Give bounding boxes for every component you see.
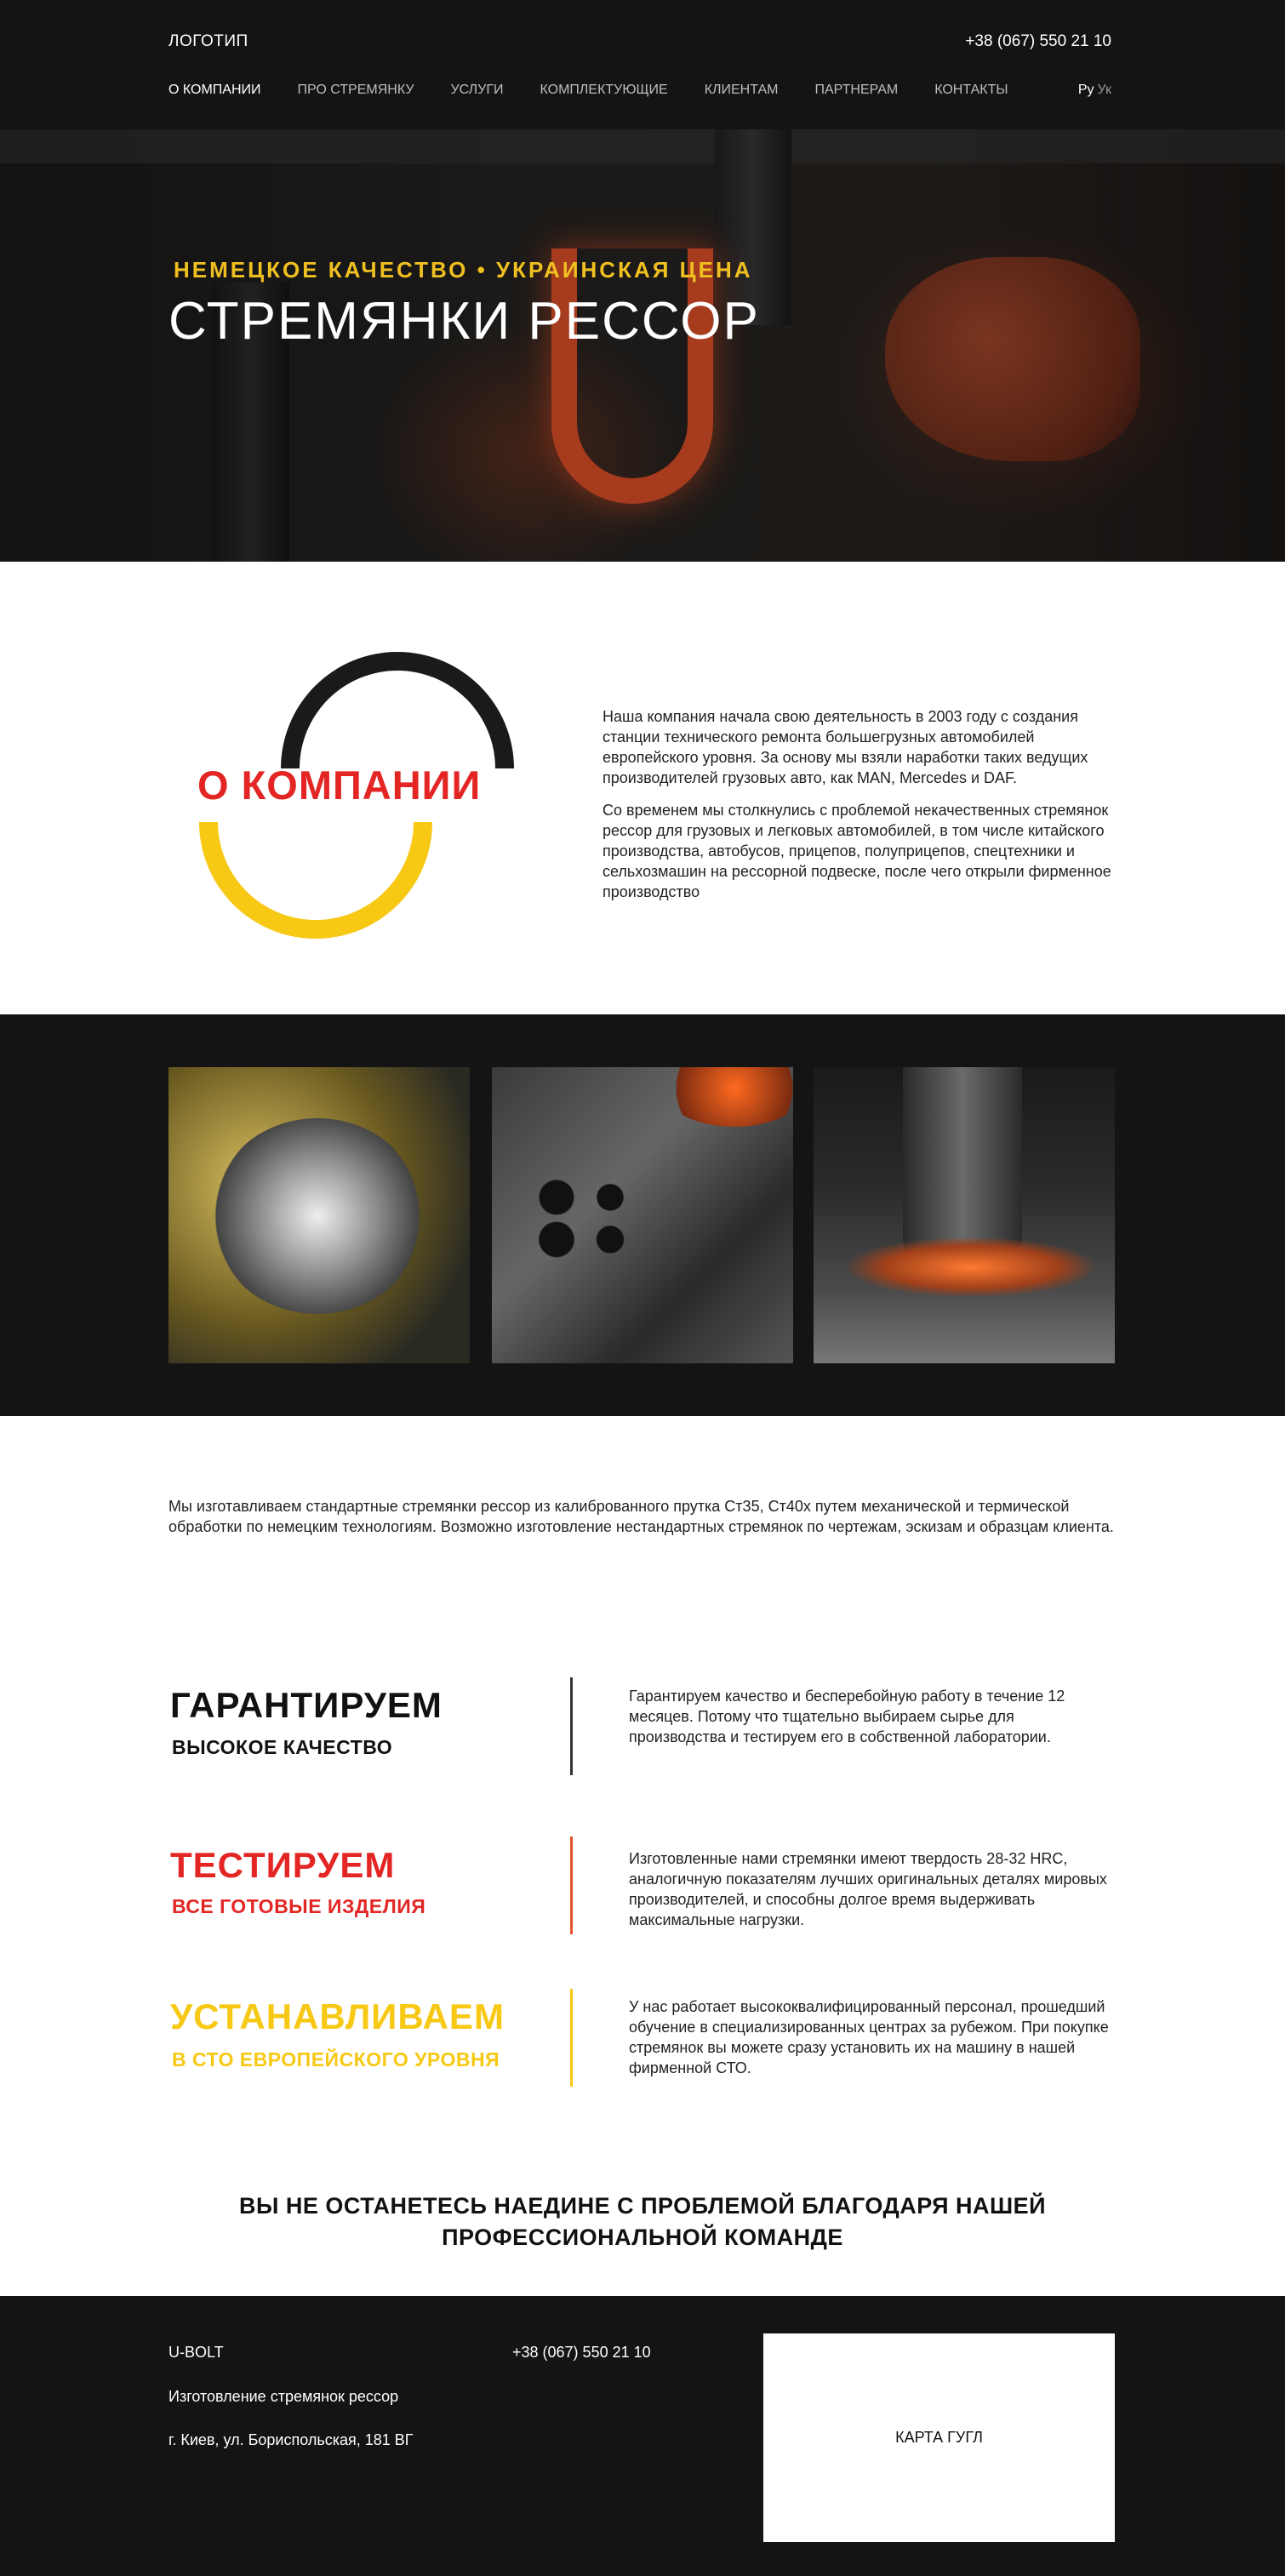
- footer-address: г. Киев, ул. Бориспольская, 181 ВГ: [168, 2431, 414, 2448]
- main-nav: [168, 83, 1045, 98]
- site-footer: [0, 2296, 1285, 2576]
- slogan-line: ПРОФЕССИОНАЛЬНОЙ КОМАНДЕ: [442, 2225, 843, 2250]
- google-map[interactable]: [763, 2333, 1115, 2542]
- footer-tagline: Изготовление стремянок рессор: [168, 2388, 399, 2405]
- language-switcher: [1078, 83, 1111, 98]
- hero-subtitle: НЕМЕЦКОЕ КАЧЕСТВО • УКРАИНСКАЯ ЦЕНА: [174, 257, 753, 283]
- footer-phone[interactable]: +38 (067) 550 21 10: [512, 2344, 651, 2361]
- photo-gallery: [0, 1014, 1285, 1416]
- header-phone[interactable]: +38 (067) 550 21 10: [965, 32, 1111, 50]
- about-arc-yellow: [199, 822, 432, 939]
- gallery-photo-oiling: [168, 1067, 470, 1363]
- site-header: [0, 0, 1285, 129]
- feature-text: Гарантируем качество и бесперебойную работу в течение 12 месяцев. Потому что тщательно выбираем сырье для производства и тестируем его в собственной лаборатории.: [629, 1688, 1065, 1745]
- about-text: [603, 706, 1118, 914]
- about-paragraph: Наша компания начала свою деятельность в 2003 году с создания станции технического ремонта большегрузных автомобилей европейского уровня. За основу мы взяли наработки таких ведущих производителей грузовых авто, как MAN, Mercedes и DAF.: [603, 708, 1088, 786]
- hero-title: СТРЕМЯНКИ РЕССОР: [168, 292, 760, 351]
- feature-heading: ТЕСТИРУЕМ: [170, 1845, 396, 1885]
- feature-subheading: ВЫСОКОЕ КАЧЕСТВО: [172, 1736, 393, 1758]
- lang-uk[interactable]: Ук: [1097, 83, 1111, 97]
- about-arc-black: [281, 652, 514, 768]
- footer-brand: U-BOLT: [168, 2344, 224, 2361]
- nav-item-partners[interactable]: ПАРТНЕРАМ: [814, 83, 899, 97]
- nav-item-product[interactable]: ПРО СТРЕМЯНКУ: [297, 83, 414, 97]
- lang-ru[interactable]: Ру: [1077, 83, 1094, 97]
- feature-heading: УСТАНАВЛИВАЕМ: [170, 1996, 505, 2036]
- feature-divider: [570, 1677, 573, 1775]
- site-logo[interactable]: ЛОГОТИП: [168, 32, 248, 50]
- feature-divider: [570, 1836, 573, 1934]
- hero-banner: [0, 129, 1285, 562]
- map-label: КАРТА ГУГЛ: [895, 2429, 983, 2446]
- feature-text: Изготовленные нами стремянки имеют твердость 28-32 HRC, аналогичную показателям лучших оригинальных деталях мировых производителей, и способны долгое время выдерживать максимальные нагрузки.: [629, 1850, 1107, 1928]
- production-description: Мы изготавливаем стандартные стремянки рессор из калиброванного прутка Ст35, Ст40х путем механической и термической обработки по немецким технологиям. Возможно изготовление нестандартных стремянок по чертежам, эскизам и образцам клиента.: [168, 1498, 1114, 1535]
- feature-subheading: ВСЕ ГОТОВЫЕ ИЗДЕЛИЯ: [172, 1895, 426, 1917]
- gallery-photo-machine: [492, 1067, 793, 1363]
- nav-item-about[interactable]: О КОМПАНИИ: [168, 83, 261, 97]
- slogan-line: ВЫ НЕ ОСТАНЕТЕСЬ НАЕДИНЕ С ПРОБЛЕМОЙ БЛАГОДАРЯ НАШЕЙ: [238, 2193, 1047, 2219]
- gallery-photo-forging: [814, 1067, 1115, 1363]
- feature-heading: ГАРАНТИРУЕМ: [170, 1685, 443, 1725]
- about-title: О КОМПАНИИ: [197, 763, 482, 808]
- feature-divider: [570, 1989, 573, 2087]
- team-slogan: [0, 2190, 1285, 2253]
- feature-subheading: В СТО ЕВРОПЕЙСКОГО УРОВНЯ: [172, 2048, 500, 2071]
- nav-item-components[interactable]: КОМПЛЕКТУЮЩИЕ: [540, 83, 668, 97]
- nav-item-clients[interactable]: КЛИЕНТАМ: [704, 83, 779, 97]
- nav-item-services[interactable]: УСЛУГИ: [450, 83, 504, 97]
- about-paragraph: Со временем мы столкнулись с проблемой некачественных стремянок рессор для грузовых и легковых автомобилей, в том числе китайского производства, автобусов, прицепов, полуприцепов, спецтехники и сельхозмашин на рессорной подвеске, после чего открыли фирменное производство: [603, 802, 1111, 900]
- feature-text: У нас работает высококвалифицированный персонал, прошедший обучение в специализированных центрах за рубежом. При покупке стремянок вы можете сразу установить их на машину в нашей фирменной СТО.: [629, 1998, 1109, 2076]
- nav-item-contacts[interactable]: КОНТАКТЫ: [934, 83, 1008, 97]
